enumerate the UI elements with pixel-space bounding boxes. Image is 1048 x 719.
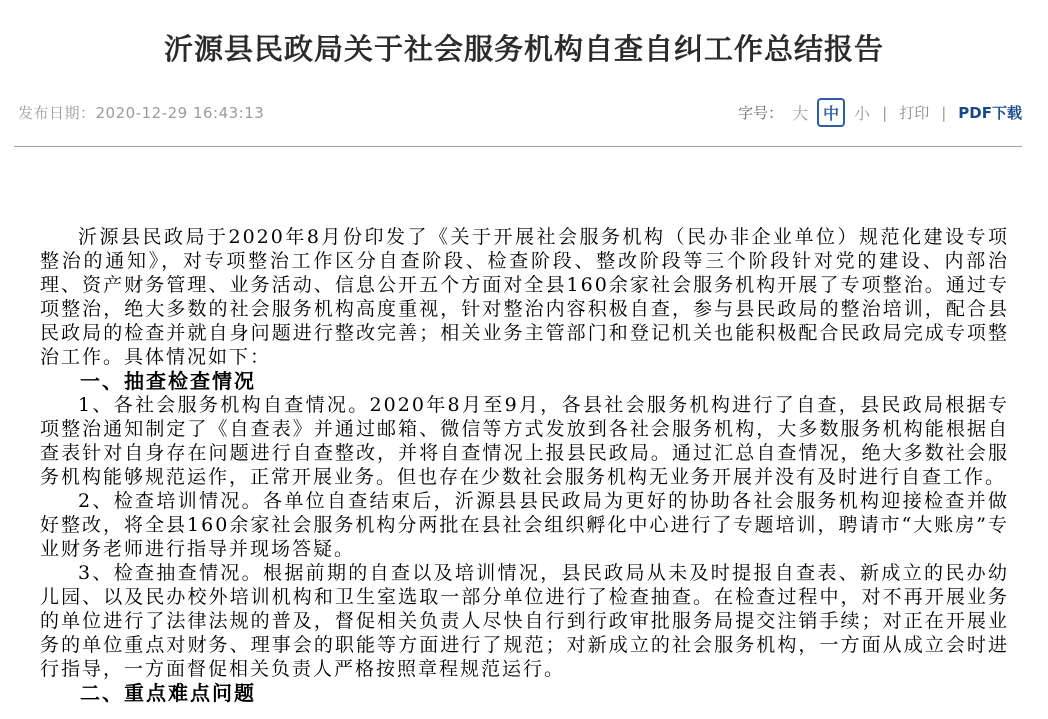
article-paragraph: 3、检查抽查情况。根据前期的自查以及培训情况，县民政局从未及时提报自查表、新成立的民办幼儿园、以及民办校外培训机构和卫生室选取一部分单位进行了检查抽查。在检查过程中，对不再开展业务的单位进行了法律法规的普及，督促相关负责人尽快自行到行政审批服务局提交注销手续；对正在开展业务的单位重点对财务、理事会的职能等方面进行了规范；对新成立的社会服务机构，一方面从成立会时进行指导，一方面督促相关负责人严格按照章程规范运行。: [40, 562, 1009, 680]
font-size-small-button[interactable]: 小: [854, 104, 871, 123]
section-heading-2: 二、重点难点问题: [80, 681, 256, 705]
font-size-large-button[interactable]: 大: [792, 104, 809, 123]
toolbar-separator: |: [941, 103, 947, 122]
section-heading-1: 一、抽查检查情况: [80, 369, 256, 393]
publish-date-label: 发布日期：: [18, 104, 96, 122]
article-paragraph: 1、各社会服务机构自查情况。2020年8月至9月，各县社会服务机构进行了自查，县民政局根据专项整治通知制定了《自查表》并通过邮箱、微信等方式发放到各社会服务机构，大多数服务机构能根据自查表针对自身存在问题进行自查整改，并将自查情况上报县民政局。通过汇总自查情况，绝大多数社会服务机构能够规范运作，正常开展业务。但也存在少数社会服务机构无业务开展并没有及时进行自查工作。: [40, 394, 1009, 488]
article-paragraph: 2、检查培训情况。各单位自查结束后，沂源县县民政局为更好的协助各社会服务机构迎接检查并做好整改，将全县160余家社会服务机构分两批在县社会组织孵化中心进行了专题培训，聘请市“大账房”专业财务老师进行指导并现场答疑。: [40, 490, 1009, 560]
print-button[interactable]: 打印: [899, 104, 930, 122]
publish-date-value: 2020-12-29 16:43:13: [95, 104, 265, 122]
pdf-download-button[interactable]: PDF下载: [958, 104, 1022, 122]
article-body: [0, 147, 1048, 705]
font-size-medium-button[interactable]: 中: [817, 98, 845, 127]
meta-bar: [0, 98, 1048, 127]
toolbar-separator: |: [882, 103, 888, 122]
toolbar: [738, 98, 1022, 127]
font-size-label: 字号：: [738, 104, 784, 122]
publish-date: [18, 102, 264, 123]
page-title: 沂源县民政局关于社会服务机构自查自纠工作总结报告: [163, 32, 884, 66]
article-paragraph: 沂源县民政局于2020年8月份印发了《关于开展社会服务机构（民办非企业单位）规范化建设专项整治的通知》，对专项整治工作区分自查阶段、检查阶段、整改阶段等三个阶段针对党的建设、内部治理、资产财务管理、业务活动、信息公开五个方面对全县160余家社会服务机构开展了专项整治。通过专项整治，绝大多数的社会服务机构高度重视，针对整治内容积极自查，参与县民政局的整治培训，配合县民政局的检查并就自身问题进行整改完善；相关业务主管部门和登记机关也能积极配合民政局完成专项整治工作。具体情况如下：: [40, 226, 1009, 368]
